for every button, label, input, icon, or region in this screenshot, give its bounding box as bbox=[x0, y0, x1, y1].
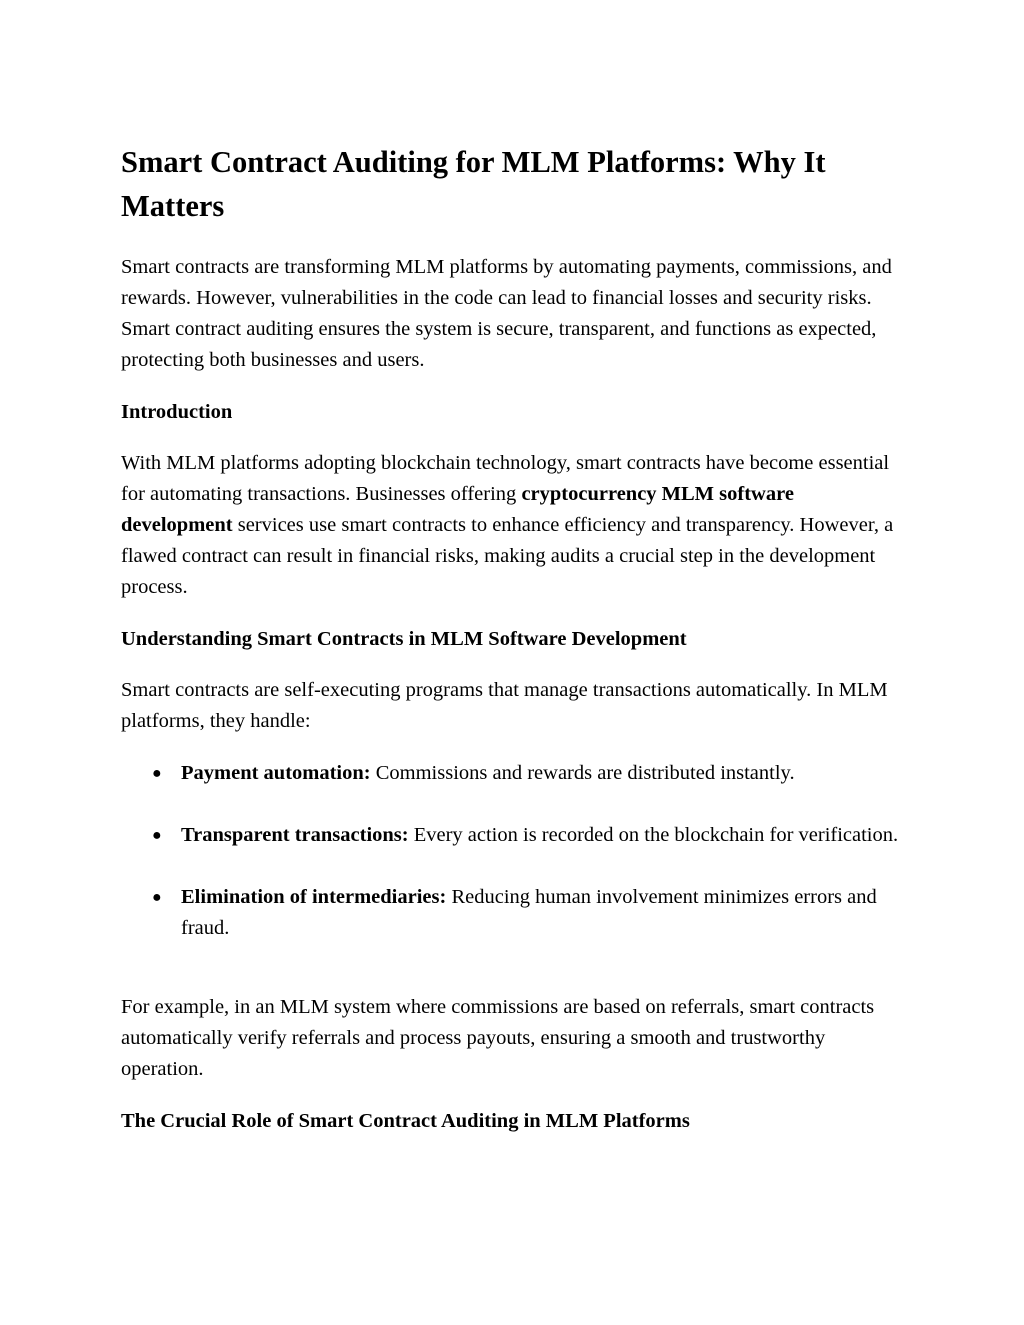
bullet-icon: ● bbox=[152, 889, 162, 906]
bullet-icon: ● bbox=[152, 765, 162, 782]
bullet-text: Commissions and rewards are distributed instantly. bbox=[370, 762, 795, 784]
bullet-label: Payment automation: bbox=[181, 762, 371, 784]
list-item bbox=[121, 882, 906, 944]
introduction-heading: Introduction bbox=[121, 401, 233, 423]
bullet-text: Reducing human involvement minimizes errors and fraud. bbox=[181, 886, 877, 939]
understanding-heading: Understanding Smart Contracts in MLM Software Development bbox=[121, 628, 687, 650]
introduction-text-start: With MLM platforms adopting blockchain technology, smart contracts have become essential for automating transactions. Businesses offering bbox=[121, 452, 890, 505]
auditing-role-heading: The Crucial Role of Smart Contract Auditing in MLM Platforms bbox=[121, 1110, 690, 1132]
list-item bbox=[121, 758, 906, 789]
document-title: Smart Contract Auditing for MLM Platforms: Why It Matters bbox=[121, 145, 826, 223]
bullet-label: Elimination of intermediaries: bbox=[181, 886, 447, 908]
introduction-bold-phrase: cryptocurrency MLM software development bbox=[121, 483, 794, 536]
intro-paragraph: Smart contracts are transforming MLM platforms by automating payments, commissions, and rewards. However, vulnerabilities in the code can lead to financial losses and security risks. Smart contract auditing ensures the system is secure, transparent, and functions as expected, protecting both businesses and users. bbox=[121, 256, 892, 371]
bullet-text: Every action is recorded on the blockchain for verification. bbox=[408, 824, 899, 846]
example-paragraph: For example, in an MLM system where commissions are based on referrals, smart contracts automatically verify referrals and process payouts, ensuring a smooth and trustworthy operation. bbox=[121, 996, 875, 1080]
list-item bbox=[121, 820, 906, 851]
bullet-label: Transparent transactions: bbox=[181, 824, 409, 846]
introduction-text-end: services use smart contracts to enhance efficiency and transparency. However, a flawed contract can result in financial risks, making audits a crucial step in the development process. bbox=[121, 514, 894, 598]
bullet-icon: ● bbox=[152, 827, 162, 844]
document-page bbox=[121, 140, 906, 1157]
feature-bullet-list bbox=[121, 758, 906, 944]
understanding-lead-paragraph: Smart contracts are self-executing programs that manage transactions automatically. In MLM platforms, they handle: bbox=[121, 679, 888, 732]
introduction-paragraph bbox=[121, 448, 906, 603]
